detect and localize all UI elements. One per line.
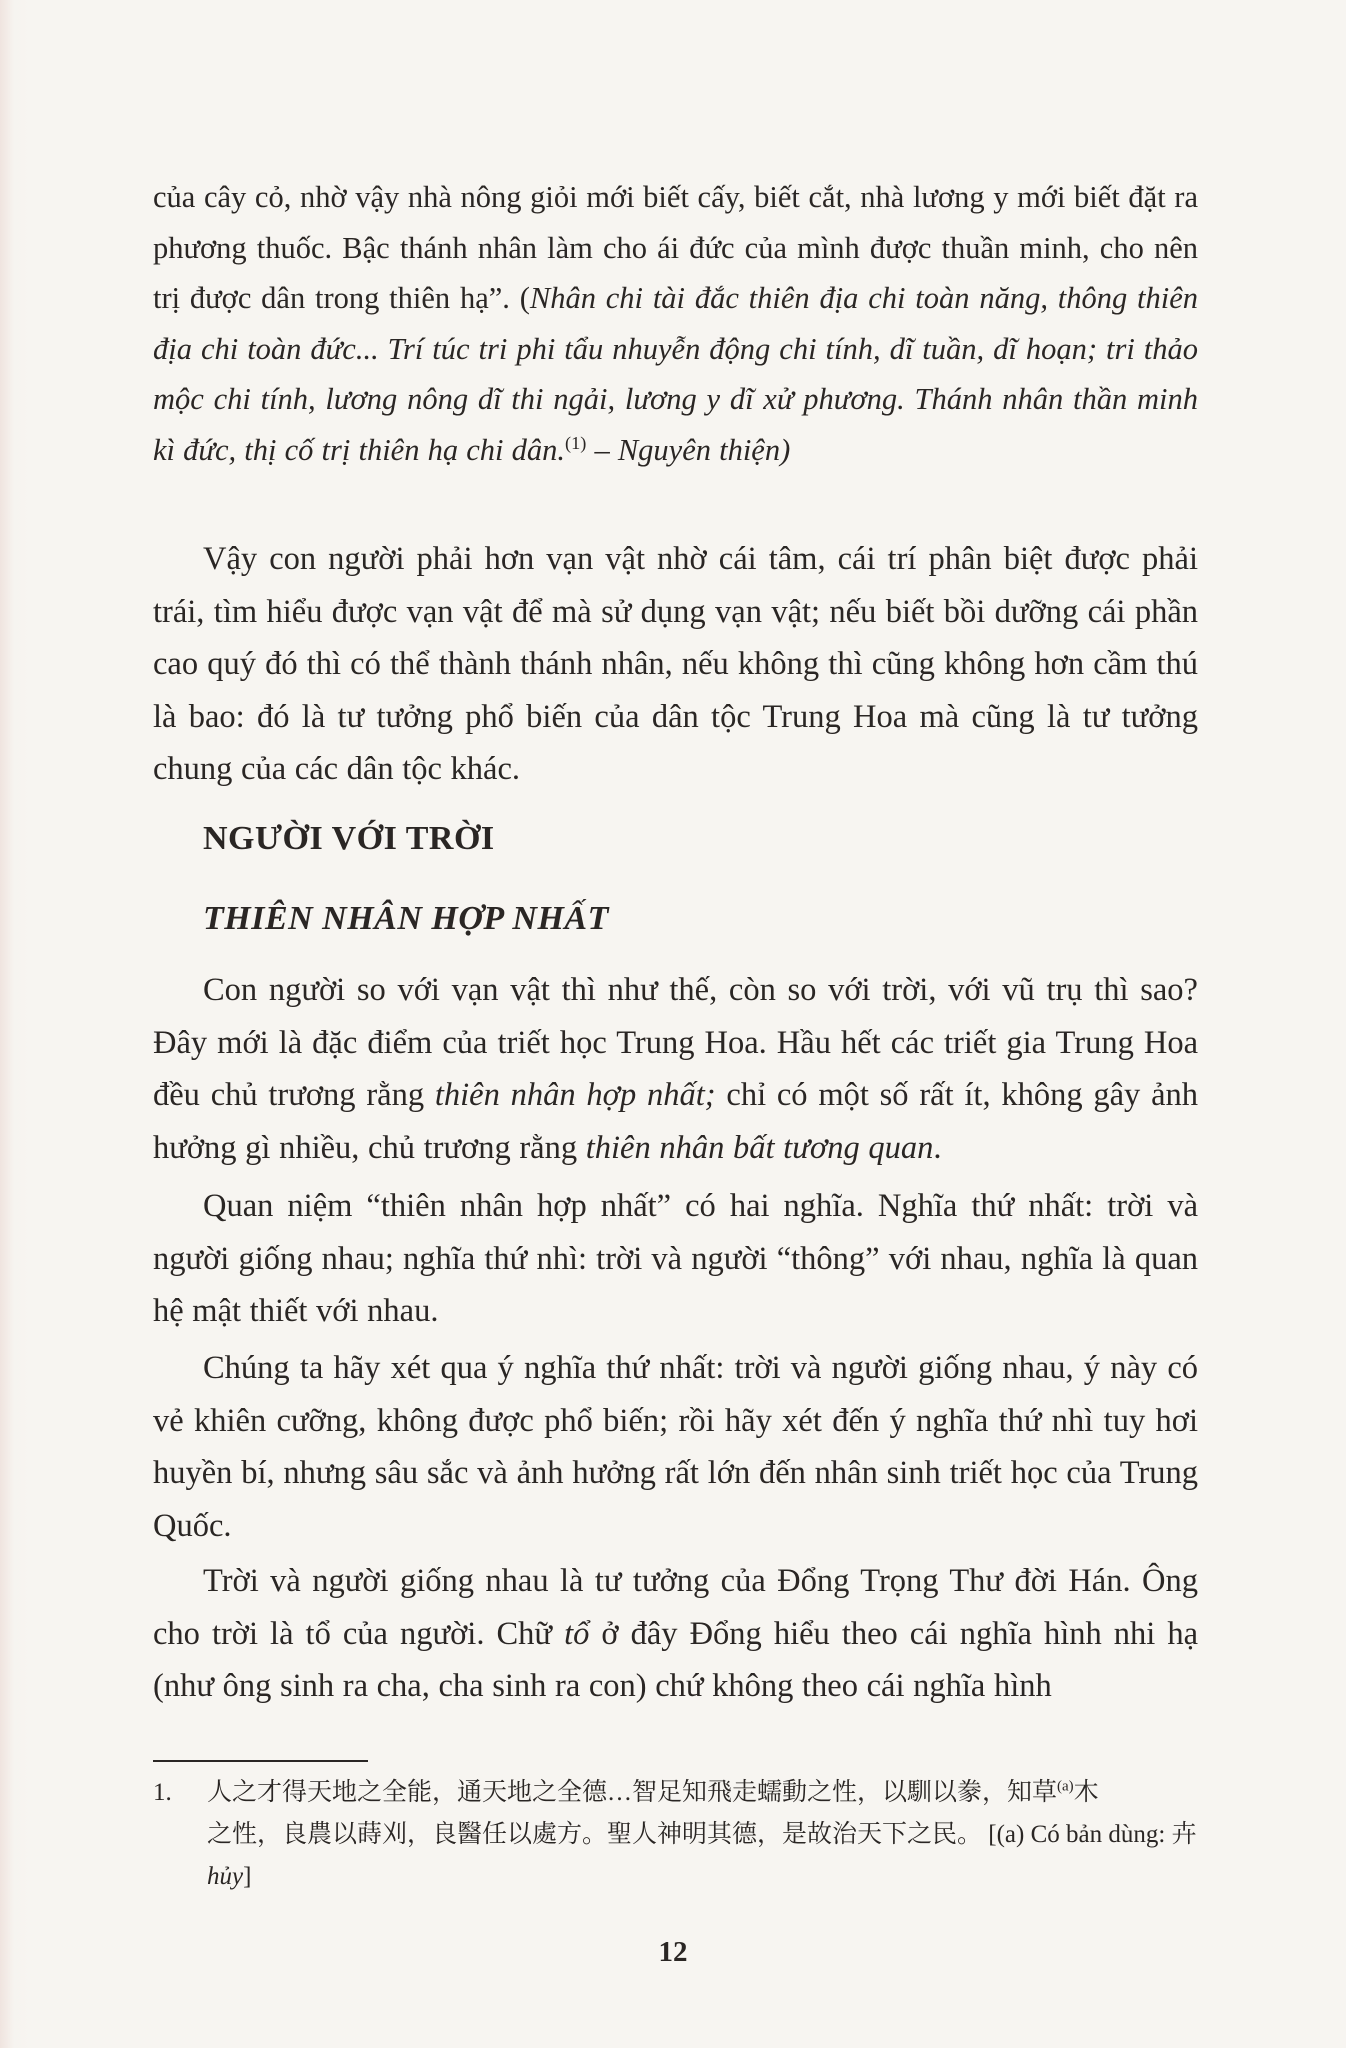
quote-source: – Nguyên thiện) (586, 432, 791, 467)
paragraph: Vậy con người phải hơn vạn vật nhờ cái tâm, cái trí phân biệt được phải trái, tìm hiểu được vạn vật để mà sử dụng vạn vật; nếu biết bồi dưỡng cái phần cao quý đó thì có thể thành thánh nhân, nếu không thì cũng không hơn cầm thú là bao: đó là tư tưởng phổ biến của dân tộc Trung Hoa mà cũng là tư tưởng chung của các dân tộc khác. (153, 541, 1198, 787)
italic-term: thiên nhân hợp nhất; (434, 1077, 716, 1113)
footnote (153, 1772, 1198, 1898)
footnote-note-end: ] (243, 1863, 252, 1890)
footnote-chinese-text: 人之才得天地之全能，通天地之全德…智足知飛走蠕動之性，以馴以豢，知草 (207, 1779, 1058, 1806)
paragraph-continued (153, 172, 1198, 475)
subsection-heading: THIÊN NHÂN HỢP NHẤT (203, 900, 609, 937)
section-heading: NGƯỜI VỚI TRỜI (203, 820, 495, 857)
paragraph-text: của cây cỏ, nhờ vậy nhà nông giỏi mới biết cấy, biết cắt, nhà lương y mới biết đặt ra phương thuốc. Bậc thánh nhân làm cho ái đức của mình được thuần minh, cho nên trị được dân trong thiên hạ”. ( (153, 180, 1198, 315)
paragraph (153, 1555, 1198, 1713)
paragraph (153, 964, 1198, 1174)
footnote-divider (153, 1760, 368, 1762)
quote-transliteration: Nhân chi tài đắc thiên địa chi toàn năng, thông thiên địa chi toàn đức... Trí túc tri phi tẩu nhuyễn động chi tính, dĩ tuần, dĩ hoạn; tri thảo mộc chi tính, lương nông dĩ thi ngải, lương y dĩ xử phương. Thánh nhân thần minh kì đức, thị cố trị thiên hạ chi dân. (153, 281, 1199, 467)
italic-term: thiên nhân bất tương quan (585, 1129, 934, 1166)
footnote-note: [(a) Có bản dùng: (982, 1821, 1172, 1848)
paragraph: Chúng ta hãy xét qua ý nghĩa thứ nhất: trời và người giống nhau, ý này có vẻ khiên cưỡng, không được phổ biến; rồi hãy xét đến ý nghĩa thứ nhì tuy hơi huyền bí, nhưng sâu sắc và ảnh hưởng rất lớn đến nhân sinh triết học của Trung Quốc. (153, 1350, 1198, 1544)
footnote-number: 1. (153, 1779, 172, 1806)
paragraph-text: . (933, 1129, 942, 1166)
paragraph-text: Con người so với vạn vật thì như thế, còn so với trời, với vũ trụ thì sao? Đây mới là đặc điểm của triết học Trung Hoa. Hầu hết các triết gia Trung Hoa đều chủ trương rằng (153, 972, 1198, 1113)
footnote-chinese-text: 木 (1073, 1779, 1099, 1806)
footnote-variant-char: 卉 (1171, 1821, 1197, 1848)
footnote-reference: (1) (564, 432, 587, 453)
footnote-variant-marker: (a) (1057, 1778, 1074, 1795)
paragraph-text: ở đây Đổng hiểu theo cái nghĩa hình nhi hạ (như ông sinh ra cha, cha sinh ra con) chứ không theo cái nghĩa hình (153, 1615, 1199, 1704)
paragraph: Quan niệm “thiên nhân hợp nhất” có hai nghĩa. Nghĩa thứ nhất: trời và người giống nhau; nghĩa thứ nhì: trời và người “thông” với nhau, nghĩa là quan hệ mật thiết với nhau. (153, 1188, 1198, 1329)
paragraph-text: Trời và người giống nhau là tư tưởng của Đổng Trọng Thư đời Hán. Ông cho trời là tổ của người. Chữ (153, 1563, 1198, 1652)
footnote-variant-reading: hủy (207, 1863, 244, 1890)
paragraph-text: chỉ có một số rất ít, không gây ảnh hưởng gì nhiều, chủ trương rằng (153, 1077, 1198, 1166)
footnote-chinese-text: 之性，良農以蒔刈，良醫任以處方。聖人神明其德，是故治天下之民。 (207, 1821, 983, 1848)
page-number: 12 (658, 1936, 688, 1968)
italic-term: tổ (564, 1615, 590, 1652)
